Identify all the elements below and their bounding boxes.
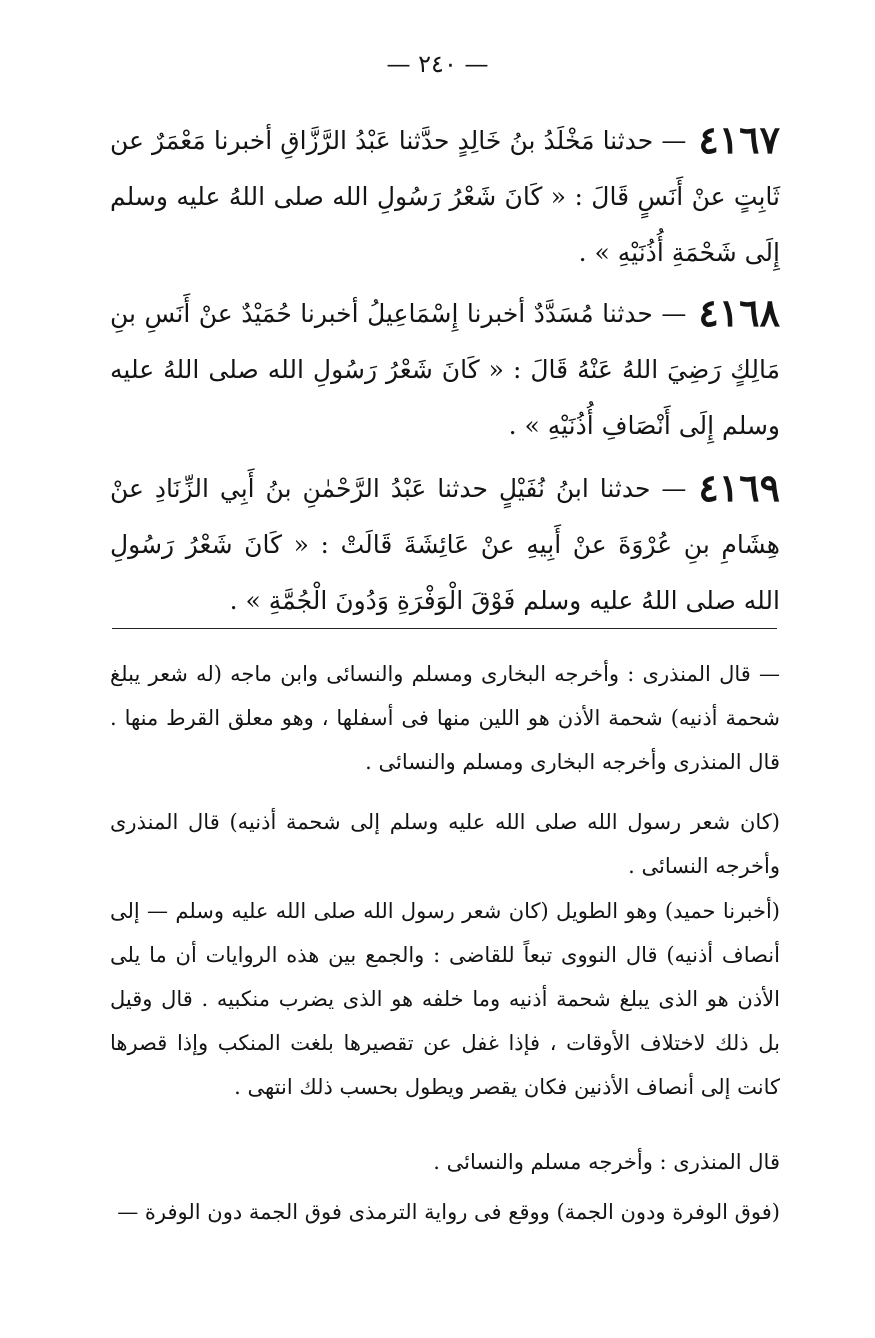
footnote-paragraph: قال المنذرى : وأخرجه مسلم والنسائى . bbox=[433, 1150, 780, 1174]
hadith-number: ٤١٦٩ bbox=[698, 465, 780, 510]
footnote-paragraph: (كان شعر رسول الله صلى الله عليه وسلم إلى شحمة أذنيه) قال المنذرى وأخرجه النسائى . bbox=[110, 810, 780, 878]
hadith-4168 bbox=[110, 285, 780, 454]
hadith-text: — حدثنا مَخْلَدُ بنُ خَالِدٍ حدَّثنا عَبْدُ الرَّزَّاقِ أخبرنا مَعْمَرٌ عن ثَابِتٍ عنْ أَنَسٍ قَالَ : « كَانَ شَعْرُ رَسُولِ الله صلى اللهُ عليه وسلم إِلَى شَحْمَةِ أُذُنَيْهِ » . bbox=[110, 126, 780, 267]
footnote-divider bbox=[112, 628, 777, 629]
hadith-4169 bbox=[110, 460, 780, 629]
footnote-paragraph: — قال المنذرى : وأخرجه البخارى ومسلم والنسائى وابن ماجه (له شعر يبلغ شحمة أذنيه) شحمة الأذن هو اللين منها فى أسفلها ، وهو معلق القرط منها . قال المنذرى وأخرجه البخارى ومسلم والنسائى . bbox=[110, 662, 780, 774]
footnote-paragraph: (فوق الوفرة ودون الجمة) ووقع فى رواية الترمذى فوق الجمة دون الوفرة — bbox=[117, 1200, 780, 1224]
hadith-4167 bbox=[110, 112, 780, 281]
footnote-paragraph: (أخبرنا حميد) وهو الطويل (كان شعر رسول الله صلى الله عليه وسلم — إلى أنصاف أذنيه) قال النووى تبعاً للقاضى : والجمع بين هذه الروايات أن ما يلى الأذن هو الذى يبلغ شحمة أذنيه وما خلفه هو الذى يضرب منكبيه . قال وقيل بل ذلك لاختلاف الأوقات ، فإذا غفل عن تقصيرها بلغت المنكب وإذا قصرها كانت إلى أنصاف الأذنين فكان يقصر ويطول بحسب ذلك انتهى . bbox=[110, 899, 780, 1099]
hadith-number: ٤١٦٧ bbox=[698, 117, 780, 162]
page-number: — ٢٤٠ — bbox=[386, 50, 489, 78]
hadith-text: — حدثنا مُسَدَّدٌ أخبرنا إِسْمَاعِيلُ أخبرنا حُمَيْدٌ عنْ أَنَسِ بنِ مَالِكٍ رَضِيَ اللهُ عَنْهُ قَالَ : « كَانَ شَعْرُ رَسُولِ الله صلى اللهُ عليه وسلم إِلَى أَنْصَافِ أُذُنَيْهِ » . bbox=[110, 299, 780, 440]
hadith-text: — حدثنا ابنُ نُفَيْلٍ حدثنا عَبْدُ الرَّحْمٰنِ بنُ أَبِي الزِّنَادِ عنْ هِشَامِ بنِ عُرْوَةَ عنْ أَبِيهِ عنْ عَائِشَةَ قَالَتْ : « كَانَ شَعْرُ رَسُولِ الله صلى اللهُ عليه وسلم فَوْقَ الْوَفْرَةِ وَدُونَ الْجُمَّةِ » . bbox=[110, 474, 780, 615]
hadith-number: ٤١٦٨ bbox=[698, 290, 780, 335]
